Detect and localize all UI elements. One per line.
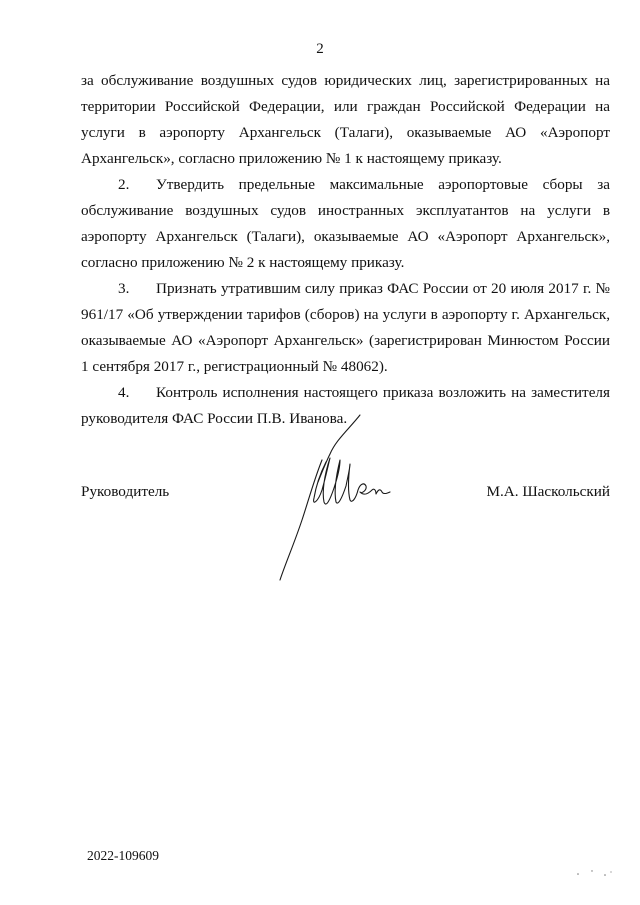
paragraph-text: Утвердить предельные максимальные аэропортовые сборы за обслуживание воздушных судов иностранных эксплуатантов на услуги в аэропорту Архангельск (Талаги), оказываемые АО «Аэропорт Архангельск», согласно приложению № 2 к настоящему приказу. — [81, 176, 610, 271]
paragraph-text: Признать утратившим силу приказ ФАС России от 20 июля 2017 г. № 961/17 «Об утверждении тарифов (сборов) на услуги в аэропорту г. Архангельск, оказываемые АО «Аэропорт Архангельск» (зарегистрирован Минюстом России 1 сентября 2017 г., регистрационный № 48062). — [81, 280, 610, 375]
paragraph-item — [81, 172, 610, 276]
page-number: 2 — [316, 41, 324, 57]
paragraph-number: 3. — [118, 280, 130, 297]
handwritten-signature — [268, 410, 398, 595]
document-id: 2022-109609 — [87, 848, 159, 863]
paragraph-number: 2. — [118, 176, 130, 193]
scan-specks — [575, 868, 615, 880]
paragraph-number: 4. — [118, 384, 130, 401]
signer-position: Руководитель — [81, 483, 170, 500]
paragraph-text: за обслуживание воздушных судов юридических лиц, зарегистрированных на территории Российской Федерации, или граждан Российской Федерации на услуги в аэропорту Архангельск (Талаги), оказываемые АО «Аэропорт Архангельск», согласно приложению № 1 к настоящему приказу. — [81, 72, 610, 167]
paragraph-continuation — [81, 68, 610, 172]
signer-name: М.А. Шаскольский — [486, 483, 610, 500]
paragraph-text: Контроль исполнения настоящего приказа возложить на заместителя руководителя ФАС России П.В. Иванова. — [81, 384, 610, 427]
document-body — [81, 68, 610, 432]
paragraph-item — [81, 276, 610, 380]
